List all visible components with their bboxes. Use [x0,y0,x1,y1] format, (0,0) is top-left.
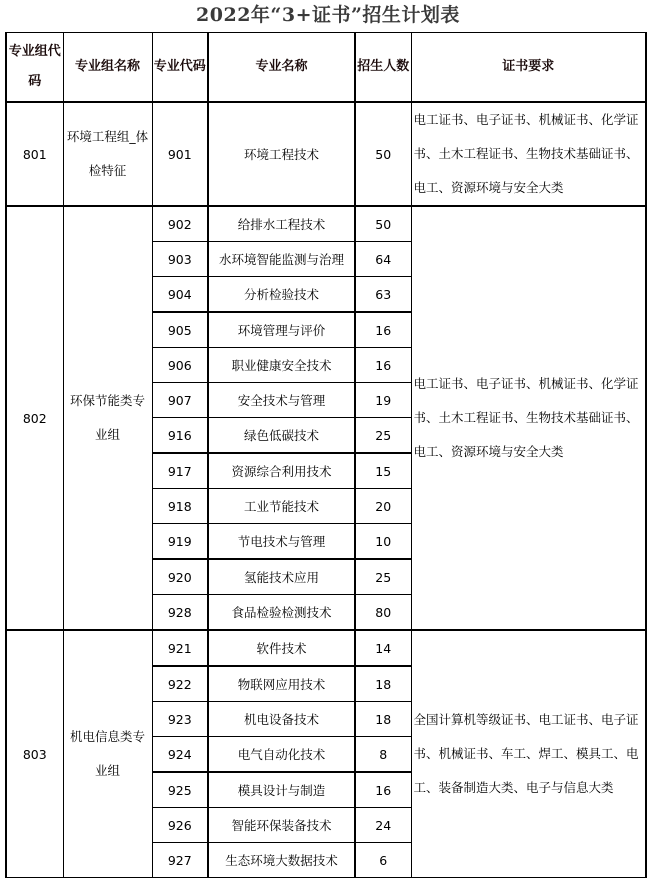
major-name: 工业节能技术 [208,489,355,524]
major-name: 给排水工程技术 [208,206,355,242]
major-name: 分析检验技术 [208,277,355,313]
header-group-name: 专业组名称 [63,33,152,103]
enrollment-count: 24 [355,808,411,843]
major-name: 物联网应用技术 [208,666,355,702]
major-code: 920 [152,559,208,595]
header-enrollment: 招生人数 [355,33,411,103]
major-code: 918 [152,489,208,524]
major-code: 905 [152,312,208,348]
enrollment-count: 50 [355,206,411,242]
major-name: 软件技术 [208,630,355,666]
enrollment-plan-table [5,32,647,878]
major-code: 921 [152,630,208,666]
major-name: 生态环境大数据技术 [208,843,355,878]
header-certificate: 证书要求 [411,33,646,103]
major-name: 食品检验检测技术 [208,595,355,631]
table-row [6,630,646,666]
major-code: 907 [152,383,208,418]
group-code: 803 [6,630,63,878]
major-name: 水环境智能监测与治理 [208,242,355,277]
group-code: 801 [6,102,63,206]
major-code: 901 [152,102,208,206]
enrollment-count: 25 [355,559,411,595]
major-name: 资源综合利用技术 [208,453,355,489]
enrollment-count: 25 [355,418,411,454]
enrollment-count: 16 [355,348,411,383]
major-code: 906 [152,348,208,383]
certificate-requirement: 全国计算机等级证书、电工证书、电子证书、机械证书、车工、焊工、模具工、电工、装备制造大类、电子与信息大类 [411,630,646,878]
major-code: 926 [152,808,208,843]
major-code: 924 [152,737,208,773]
major-code: 917 [152,453,208,489]
table-row [6,206,646,242]
enrollment-count: 64 [355,242,411,277]
major-code: 925 [152,772,208,808]
enrollment-count: 20 [355,489,411,524]
major-code: 928 [152,595,208,631]
enrollment-count: 14 [355,630,411,666]
major-code: 903 [152,242,208,277]
table-row [6,102,646,206]
header-row [6,33,646,103]
major-code: 927 [152,843,208,878]
major-name: 机电设备技术 [208,702,355,737]
group-name: 机电信息类专业组 [63,630,152,878]
major-code: 919 [152,524,208,560]
major-name: 节电技术与管理 [208,524,355,560]
header-major-name: 专业名称 [208,33,355,103]
enrollment-count: 10 [355,524,411,560]
major-name: 模具设计与制造 [208,772,355,808]
major-name: 安全技术与管理 [208,383,355,418]
enrollment-count: 16 [355,772,411,808]
major-code: 916 [152,418,208,454]
major-code: 904 [152,277,208,313]
major-code: 902 [152,206,208,242]
enrollment-count: 50 [355,102,411,206]
page-title: 2022年“3+证书”招生计划表 [196,4,460,26]
enrollment-count: 16 [355,312,411,348]
major-code: 922 [152,666,208,702]
major-name: 环境管理与评价 [208,312,355,348]
major-name: 电气自动化技术 [208,737,355,773]
major-name: 环境工程技术 [208,102,355,206]
enrollment-count: 19 [355,383,411,418]
header-group-code: 专业组代码 [6,33,63,103]
major-code: 923 [152,702,208,737]
major-name: 绿色低碳技术 [208,418,355,454]
header-major-code: 专业代码 [152,33,208,103]
group-name: 环保节能类专业组 [63,206,152,630]
enrollment-count: 18 [355,702,411,737]
major-name: 氢能技术应用 [208,559,355,595]
enrollment-count: 80 [355,595,411,631]
major-name: 智能环保装备技术 [208,808,355,843]
group-code: 802 [6,206,63,630]
enrollment-count: 63 [355,277,411,313]
enrollment-count: 18 [355,666,411,702]
enrollment-count: 6 [355,843,411,878]
enrollment-count: 8 [355,737,411,773]
major-name: 职业健康安全技术 [208,348,355,383]
enrollment-count: 15 [355,453,411,489]
group-name: 环境工程组_体检特征 [63,102,152,206]
certificate-requirement: 电工证书、电子证书、机械证书、化学证书、土木工程证书、生物技术基础证书、电工、资源环境与安全大类 [411,102,646,206]
certificate-requirement: 电工证书、电子证书、机械证书、化学证书、土木工程证书、生物技术基础证书、电工、资源环境与安全大类 [411,206,646,630]
